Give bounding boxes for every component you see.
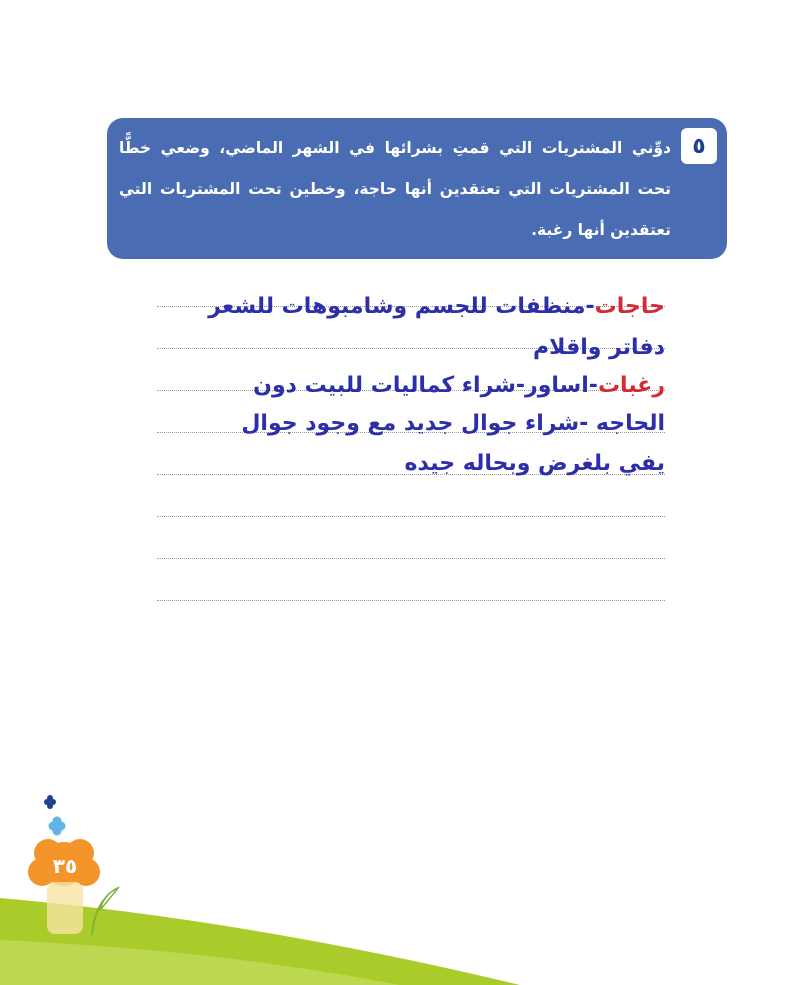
- answer-text: -اساور-شراء كماليات للبيت دون: [253, 373, 598, 398]
- leaf-icon: [100, 888, 118, 910]
- answer-label-wants: رغبات: [597, 373, 665, 398]
- answer-text: دفاتر واقلام: [532, 335, 665, 360]
- answer-text: الحاجه -شراء جوال جديد مع وجود جوال: [241, 411, 665, 436]
- answer-text: يفي بلغرض وبحاله جيده: [404, 451, 665, 476]
- small-blue-flower-icon: [49, 817, 66, 836]
- bookmark-shape: [47, 882, 83, 934]
- answer-text: -منظفات للجسم وشامبوهات للشعر: [208, 294, 595, 319]
- task-instruction: دوِّني المشتريات التي قمتِ بشرائها في الشهر الماضي، وضعي خطًّا تحت المشتريات التي تعتقدين أنها حاجة، وخطين تحت المشتريات التي تعتقدين أنها رغبة.: [119, 139, 671, 239]
- page-number: ٣٥: [52, 854, 78, 878]
- tiny-dark-flower-icon: [44, 795, 56, 809]
- answer-label-needs: حاجات: [594, 294, 665, 319]
- task-number: ٥: [681, 128, 717, 164]
